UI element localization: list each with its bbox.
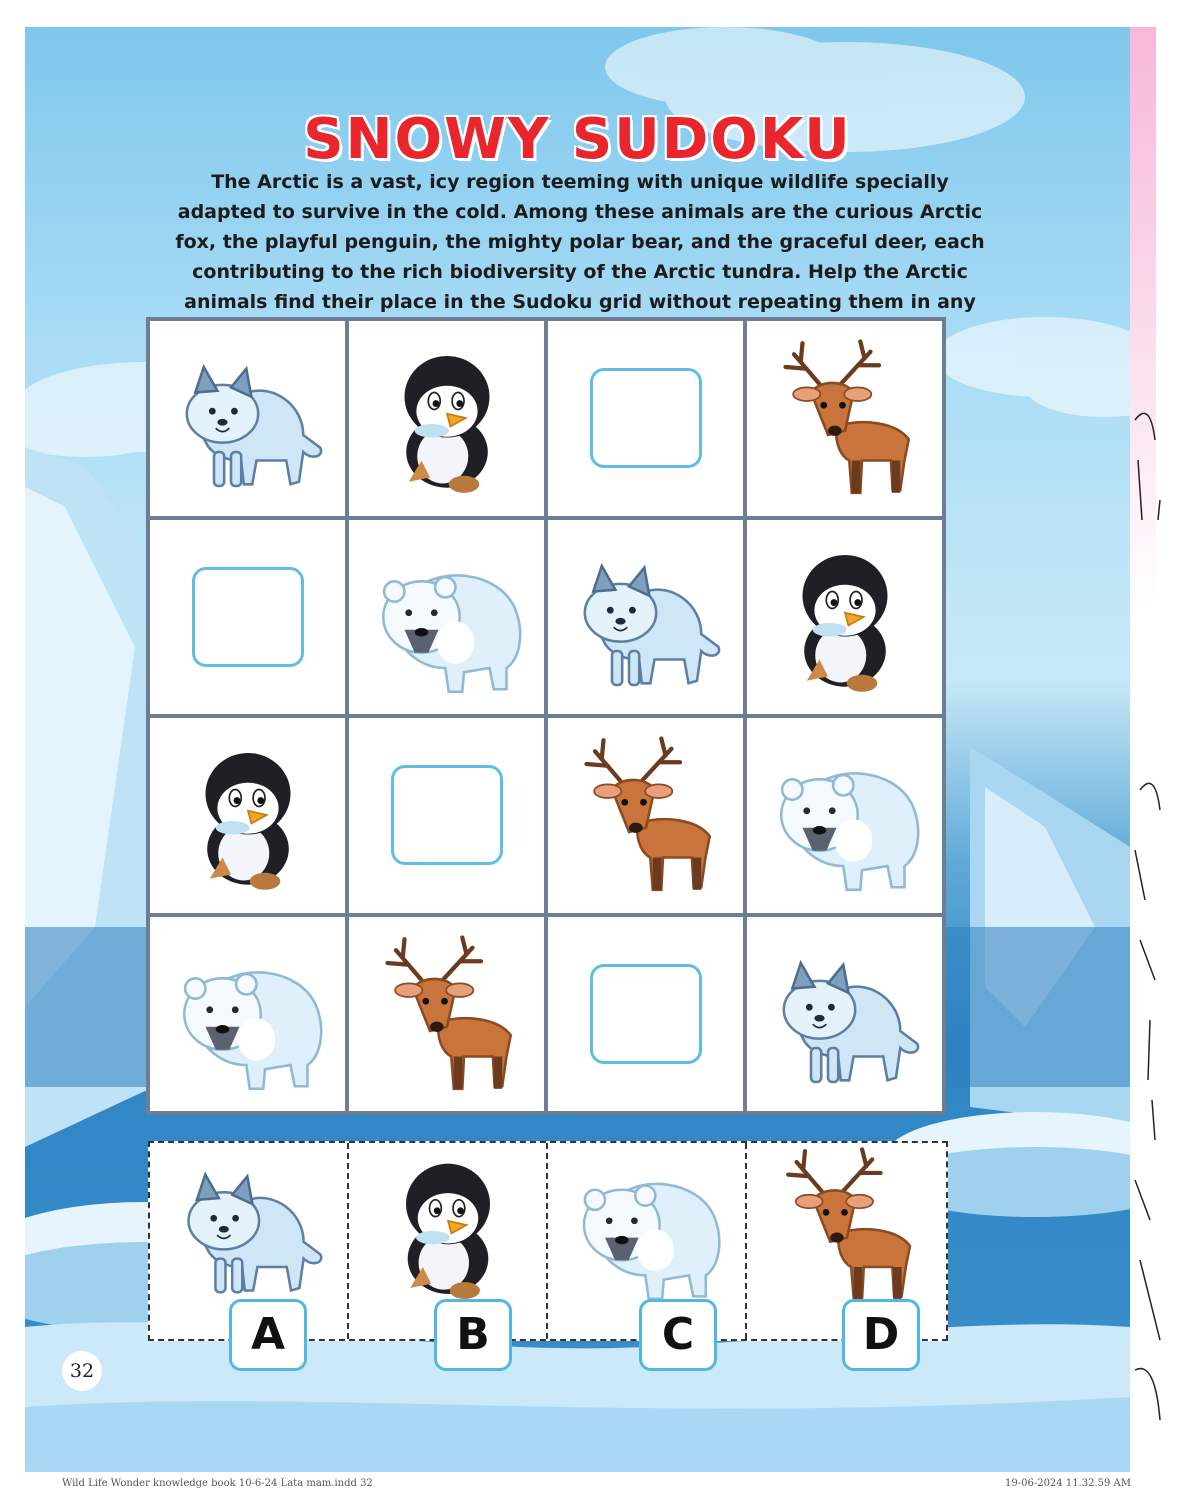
grid-cell <box>349 520 544 715</box>
page-title: SNOWY SUDOKU <box>303 107 852 172</box>
blank-answer-box[interactable] <box>192 567 304 667</box>
deer-icon <box>362 929 532 1099</box>
footer-timestamp: 19-06-2024 11.32.59 AM <box>1005 1478 1132 1489</box>
deer-icon <box>760 333 930 503</box>
grid-cell[interactable] <box>349 718 544 913</box>
fox-icon <box>561 532 731 702</box>
sudoku-grid <box>146 317 946 1115</box>
fox-icon <box>163 333 333 503</box>
penguin-icon <box>760 532 930 702</box>
grid-cell[interactable] <box>150 520 345 715</box>
answer-letter-label: A <box>229 1299 307 1371</box>
fox-icon <box>165 1141 333 1309</box>
polar-bear-icon <box>362 532 532 702</box>
grid-cell <box>349 917 544 1112</box>
blank-answer-box[interactable] <box>391 765 503 865</box>
fox-icon <box>760 929 930 1099</box>
polar-bear-icon <box>563 1141 731 1309</box>
blank-answer-box[interactable] <box>590 368 702 468</box>
grid-cell <box>747 917 942 1112</box>
grid-cell[interactable] <box>548 917 743 1112</box>
polar-bear-icon <box>163 929 333 1099</box>
answer-letter-label: B <box>434 1299 512 1371</box>
answer-letter-label: C <box>639 1299 717 1371</box>
penguin-icon <box>163 730 333 900</box>
hand-drawn-margin-marks <box>1130 380 1180 1430</box>
grid-cell <box>747 520 942 715</box>
grid-cell <box>548 520 743 715</box>
grid-cell <box>548 718 743 913</box>
footer-filename: Wild Life Wonder knowledge book 10-6-24 Lata mam.indd 32 <box>62 1478 373 1489</box>
answer-letter-label: D <box>842 1299 920 1371</box>
penguin-icon <box>364 1141 532 1309</box>
grid-cell <box>747 718 942 913</box>
deer-icon <box>763 1141 931 1309</box>
page-number: 32 <box>62 1351 102 1391</box>
penguin-icon <box>362 333 532 503</box>
grid-cell[interactable] <box>548 321 743 516</box>
grid-cell <box>150 917 345 1112</box>
grid-cell <box>747 321 942 516</box>
grid-cell <box>150 718 345 913</box>
grid-cell <box>349 321 544 516</box>
blank-answer-box[interactable] <box>590 964 702 1064</box>
intro-paragraph: The Arctic is a vast, icy region teeming with unique wildlife specially adapted to survive in the cold. Among these animals are the curious Arctic fox, the playful penguin, the mighty polar bear, and the graceful deer, each contributing to the rich biodiversity of the Arctic tundra. Help the Arctic animals find their place in the Sudoku grid without repeating them in any <box>175 171 985 313</box>
polar-bear-icon <box>760 730 930 900</box>
grid-cell <box>150 321 345 516</box>
deer-icon <box>561 730 731 900</box>
